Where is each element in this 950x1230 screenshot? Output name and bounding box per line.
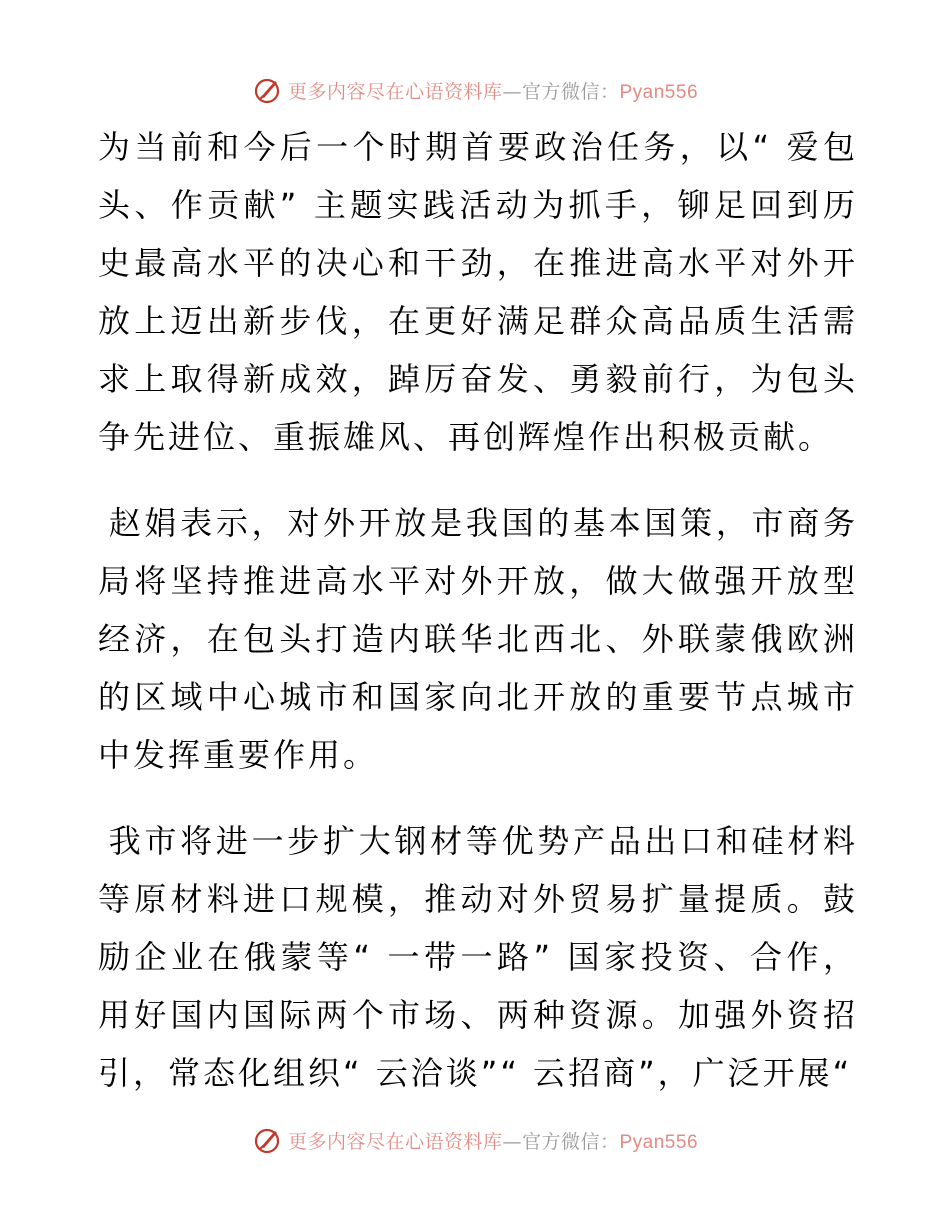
banner-text <box>288 77 698 104</box>
paragraph-3 <box>98 812 858 1102</box>
quill-pen-icon <box>252 1125 282 1155</box>
quill-pen-icon <box>252 75 282 105</box>
paragraph-1: 为当前和今后一个时期首要政治任务，以“ 爱包头、作贡献” 主题实践活动为抓手，铆足回到历史最高水平的决心和干劲，在推进高水平对外开放上迈出新步伐，在更好满足群众高品质生活需求上取得新成效，踔厉奋发、勇毅前行，为包头争先进位、重振雄风、再创辉煌作出积极贡献。 <box>98 128 858 456</box>
paragraph-2-text: 赵娟表示，对外开放是我国的基本国策，市商务局将坚持推进高水平对外开放，做大做强开放型经济，在包头打造内联华北西北、外联蒙俄欧洲的区域中心城市和国家向北开放的重要节点城市中发挥重要作用。 <box>98 504 858 774</box>
paragraph-3-text: 我市将进一步扩大钢材等优势产品出口和硅材料等原材料进口规模，推动对外贸易扩量提质。鼓励企业在俄蒙等“ 一带一路” 国家投资、合作，用好国内国际两个市场、两种资源。加强外资招引，常态化组织“ 云洽谈”“ 云招商”，广泛开展“ <box>98 822 858 1092</box>
banner-wechat-handle: Pyan556 <box>619 1131 699 1153</box>
header-watermark-banner <box>0 70 950 110</box>
footer-watermark-banner <box>0 1120 950 1160</box>
banner-dash: — <box>502 80 522 103</box>
banner-site-name: 更多内容尽在心语资料库 <box>287 80 503 103</box>
banner-text <box>288 1127 698 1154</box>
banner-wechat-handle: Pyan556 <box>619 81 699 103</box>
banner-dash: — <box>502 1130 522 1153</box>
banner-site-name: 更多内容尽在心语资料库 <box>287 1130 503 1153</box>
banner-wechat-label: 官方微信： <box>521 80 620 103</box>
document-body <box>98 118 858 1102</box>
banner-wechat-label: 官方微信： <box>521 1130 620 1153</box>
paragraph-2 <box>98 494 858 784</box>
